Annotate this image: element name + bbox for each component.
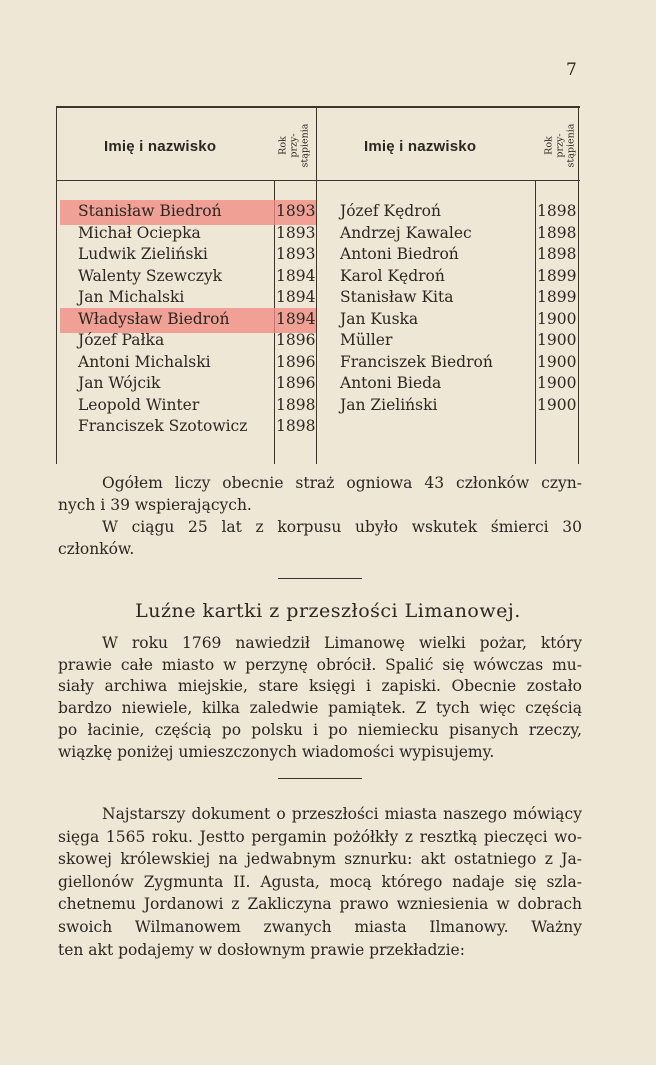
member-name: Władysław Biedroń [78,309,230,328]
member-name: Jan Michalski [78,288,185,306]
header-name-right: Imię i nazwisko [364,138,477,155]
table-header [56,108,580,181]
join-year: 1894 [276,266,316,285]
text-line: swoich Wilmanowem zwanych miasta Ilmanowy. Ważny [58,917,582,936]
join-year: 1896 [276,352,316,371]
text-line: wiązkę poniżej umieszczonych wiadomości wypisujemy. [58,742,495,761]
join-year: 1898 [276,395,316,414]
member-name: Józef Kędroń [340,202,441,220]
table-row [56,417,580,439]
join-year: 1900 [537,352,577,371]
text-line: siały archiwa miejskie, stare księgi i zapiski. Obecnie zostało [58,677,582,696]
member-name: Leopold Winter [78,395,200,414]
summary-line: nych i 39 wspierających. [58,496,252,514]
join-year: 1894 [276,309,316,328]
member-name: Jan Wójcik [78,374,161,392]
summary-line: W ciągu 25 lat z korpusu ubyło wskutek śmierci 30 [102,518,582,536]
header-name-left: Imię i nazwisko [104,138,217,155]
member-name: Franciszek Biedroń [340,352,493,371]
header-year-right-box [540,114,580,176]
section-divider [278,578,362,579]
text-line: po łacinie, częścią po polsku i po niemiecku pisanych rzeczy, [58,720,582,739]
text-line: sięga 1565 roku. Jestto pergamin pożółkły z resztką pieczęci wo- [58,827,582,846]
join-year: 1894 [276,288,316,306]
table-row [56,353,580,375]
join-year: 1893 [276,223,316,242]
join-year: 1898 [537,245,577,263]
text-line: ten akt podajemy w dosłownym prawie przekładzie: [58,940,465,959]
member-name: Franciszek Szotowicz [78,417,248,435]
member-name: Walenty Szewczyk [78,266,223,285]
summary-line: członków. [58,540,135,558]
table-row [56,224,580,246]
table-row [56,310,580,332]
join-year: 1900 [537,374,577,392]
join-year: 1898 [276,417,316,435]
join-year: 1900 [537,331,577,349]
paragraph-divider [278,778,362,779]
member-name: Stanisław Kita [340,288,454,306]
header-year-left: Rok przy-stąpienia [277,123,311,167]
paragraph-document [58,803,582,961]
text-line: W roku 1769 nawiedził Limanowę wielki pożar, który [102,634,582,652]
table-row [56,202,580,224]
member-table [56,106,580,464]
header-year-left-box [274,114,314,176]
summary-block [58,472,582,560]
join-year: 1900 [537,309,577,328]
join-year: 1898 [537,202,577,220]
member-name: Ludwik Zieliński [78,245,208,263]
join-year: 1898 [537,223,577,242]
member-name: Karol Kędroń [340,266,445,285]
table-row [56,331,580,353]
header-year-right: Rok przy-stąpienia [543,123,577,167]
member-name: Jan Zieliński [340,395,438,414]
member-name: Antoni Bieda [340,374,442,392]
table-row [56,374,580,396]
member-name: Jan Kuska [340,309,419,328]
join-year: 1900 [537,395,577,414]
text-line: Najstarszy dokument o przeszłości miasta naszego mówiący [102,805,582,823]
table-row [56,245,580,267]
text-line: giellonów Zygmunta II. Agusta, mocą którego nadaje się szla- [58,872,582,891]
text-line: chetnemu Jordanowi z Zakliczyna prawo wzniesienia w dobrach [58,895,582,914]
join-year: 1896 [276,331,316,349]
text-line: bardzo niewiele, kilka zaledwie pamiątek. Z tych więc częścią [58,699,582,718]
table-row [56,396,580,418]
text-line: prawie całe miasto w perzynę obrócił. Spalić się wówczas mu- [58,655,582,674]
member-name: Müller [340,331,393,349]
table-row [56,288,580,310]
join-year: 1899 [537,266,577,285]
join-year: 1893 [276,202,316,220]
section-title: Luźne kartki z przeszłości Limanowej. [135,600,521,622]
member-name: Michał Ociepka [78,223,201,242]
summary-line: Ogółem liczy obecnie straż ogniowa 43 członków czyn- [102,474,582,492]
page-number: 7 [566,60,577,80]
join-year: 1899 [537,288,577,306]
member-name: Antoni Michalski [78,352,211,371]
text-line: skowej królewskiej na jedwabnym sznurku: akt ostatniego z Ja- [58,850,582,869]
member-name: Andrzej Kawalec [340,223,472,242]
table-row [56,267,580,289]
join-year: 1893 [276,245,316,263]
paragraph-history [58,633,582,763]
member-name: Stanisław Biedroń [78,202,222,220]
member-name: Antoni Biedroń [340,245,459,263]
join-year: 1896 [276,374,316,392]
member-name: Józef Pałka [78,331,165,349]
